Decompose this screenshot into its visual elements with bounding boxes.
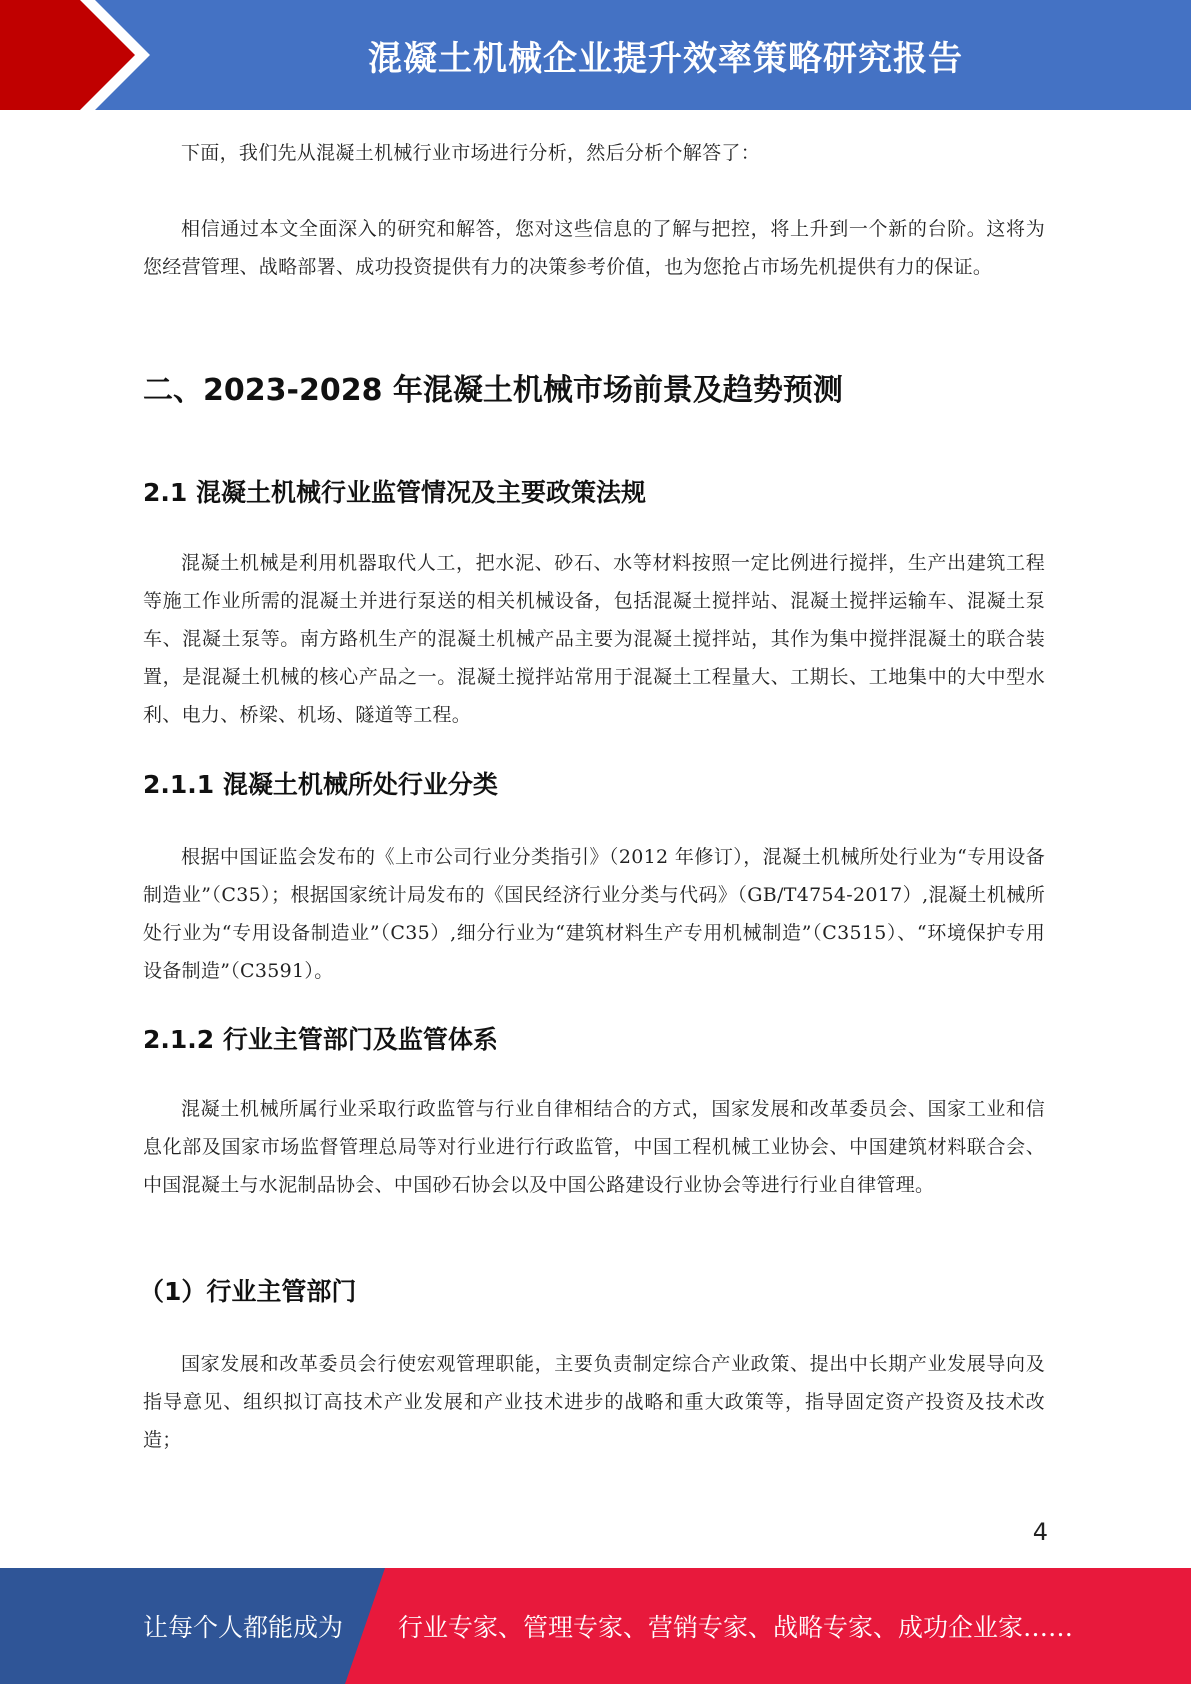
paragraph-classification: 根据中国证监会发布的《上市公司行业分类指引》（2012 年修订），混凝土机械所处行业为“专用设备制造业”（C35）；根据国家统计局发布的《国民经济行业分类与代码》（GB/T4754-2017）,混凝土机械所处行业为“专用设备制造业”（C35）,细分行业为“建筑材料生产专用机械制造”（C3515）、“环境保护专用设备制造”（C3591）。 [143, 846, 1045, 982]
section-heading-2: 二、2023-2028 年混凝土机械市场前景及趋势预测 [143, 373, 843, 408]
header-arrow-icon [0, 0, 160, 110]
report-title: 混凝土机械企业提升效率策略研究报告 [368, 38, 963, 79]
section-heading-2-1: 2.1 混凝土机械行业监管情况及主要政策法规 [143, 478, 646, 507]
footer-banner [0, 1568, 1191, 1684]
paragraph-value: 相信通过本文全面深入的研究和解答，您对这些信息的了解与把控，将上升到一个新的台阶。这将为您经营管理、战略部署、成功投资提供有力的决策参考价值，也为您抢占市场先机提供有力的保证。 [143, 218, 1045, 278]
section-heading-2-1-1: 2.1.1 混凝土机械所处行业分类 [143, 770, 498, 799]
section-heading-2-1-2: 2.1.2 行业主管部门及监管体系 [143, 1025, 498, 1054]
paragraph-regulation: 混凝土机械所属行业采取行政监管与行业自律相结合的方式，国家发展和改革委员会、国家工业和信息化部及国家市场监督管理总局等对行业进行行政监管，中国工程机械工业协会、中国建筑材料联合会、中国混凝土与水泥制品协会、中国砂石协会以及中国公路建设行业协会等进行行业自律管理。 [143, 1098, 1045, 1196]
paragraph-definition: 混凝土机械是利用机器取代人工，把水泥、砂石、水等材料按照一定比例进行搅拌，生产出建筑工程等施工作业所需的混凝土并进行泵送的相关机械设备，包括混凝土搅拌站、混凝土搅拌运输车、混凝土泵车、混凝土泵等。南方路机生产的混凝土机械产品主要为混凝土搅拌站，其作为集中搅拌混凝土的联合装置，是混凝土机械的核心产品之一。混凝土搅拌站常用于混凝土工程量大、工期长、工地集中的大中型水利、电力、桥梁、机场、隧道等工程。 [143, 552, 1045, 726]
subheading-authority: （1）行业主管部门 [139, 1277, 357, 1306]
footer-slogan-right: 行业专家、管理专家、营销专家、战略专家、成功企业家…… [398, 1613, 1074, 1642]
footer-slogan-left: 让每个人都能成为 [143, 1613, 344, 1642]
paragraph-ndrc: 国家发展和改革委员会行使宏观管理职能，主要负责制定综合产业政策、提出中长期产业发展导向及指导意见、组织拟订高技术产业发展和产业技术进步的战略和重大政策等，指导固定资产投资及技术改造； [143, 1353, 1045, 1451]
paragraph-intro: 下面，我们先从混凝土机械行业市场进行分析，然后分析个解答了： [181, 142, 761, 164]
page-number: 4 [1032, 1518, 1048, 1546]
header-banner [0, 0, 1191, 110]
